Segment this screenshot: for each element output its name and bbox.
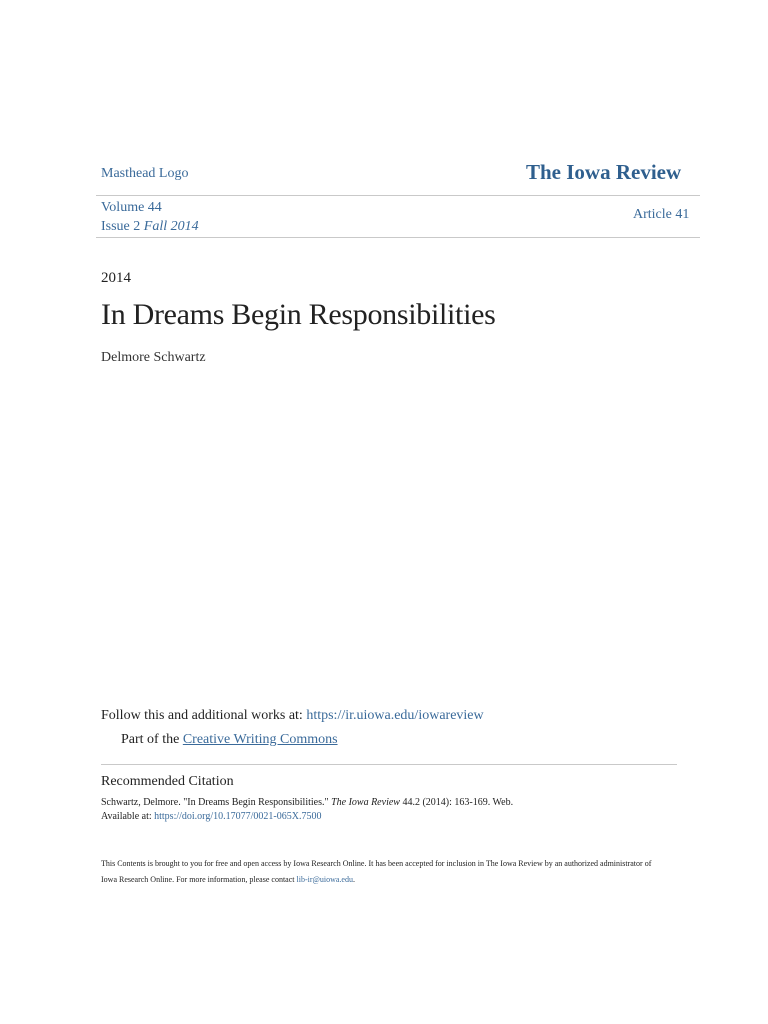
season-link[interactable]: Fall 2014 <box>143 219 199 234</box>
available-prefix: Available at: <box>101 811 155 822</box>
notice-end: . <box>352 875 355 884</box>
volume-link[interactable]: Volume 44 <box>101 200 162 215</box>
repository-link[interactable]: https://ir.uiowa.edu/iowareview <box>306 708 484 723</box>
follow-prefix: Follow this and additional works at: <box>101 708 307 723</box>
part-of-line <box>121 732 338 748</box>
citation-divider <box>101 764 677 765</box>
contact-email-link[interactable]: lib-ir@uiowa.edu <box>296 875 353 884</box>
follow-line <box>101 708 484 724</box>
page-title: In Dreams Begin Responsibilities <box>101 298 496 331</box>
citation-text <box>101 796 513 824</box>
doi-link[interactable]: https://doi.org/10.17077/0021-065X.7500 <box>154 811 322 822</box>
notice-text: This Contents is brought to you for free and open access by Iowa Research Online. It has been accepted for inclusion in The Iowa Review by an authorized administrator of Iowa Research Online. For more information, please contact <box>101 859 652 884</box>
author-name: Delmore Schwartz <box>101 350 206 365</box>
header-bottom-divider <box>96 237 700 238</box>
citation-prefix: Schwartz, Delmore. "In Dreams Begin Responsibilities." <box>101 797 332 808</box>
citation-heading: Recommended Citation <box>101 774 234 789</box>
part-of-prefix: Part of the <box>121 732 183 747</box>
access-notice <box>101 856 661 888</box>
citation-suffix: 44.2 (2014): 163-169. Web. <box>399 797 514 808</box>
citation-journal: The Iowa Review <box>331 797 400 808</box>
volume-issue-block <box>101 198 199 236</box>
creative-writing-commons-link[interactable]: Creative Writing Commons <box>182 732 338 747</box>
masthead-logo-link[interactable]: Masthead Logo <box>101 166 189 181</box>
article-number-link[interactable]: Article 41 <box>633 207 690 222</box>
publication-year: 2014 <box>101 270 131 286</box>
header-top-divider <box>96 195 700 196</box>
issue-link[interactable]: Issue 2 <box>101 219 141 234</box>
journal-title-link[interactable]: The Iowa Review <box>526 160 682 184</box>
